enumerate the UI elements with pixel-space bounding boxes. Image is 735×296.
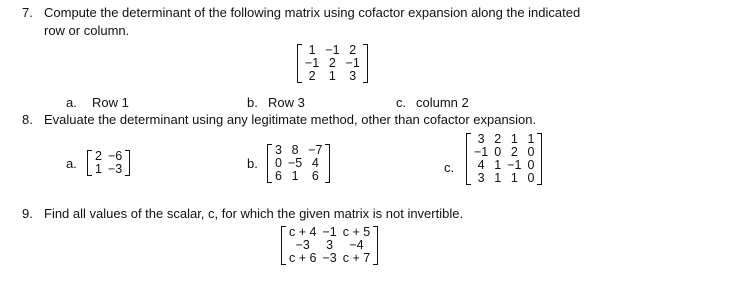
matrix-cell: 0 [527,145,535,159]
q8-c-matrix [471,133,537,185]
left-bracket [466,133,471,185]
q7-text-line1: Compute the determinant of the following matrix using cofactor expansion along the indicated [44,5,581,20]
q8-part-a-letter: a. [66,156,77,171]
matrix-cell: 1 [328,69,336,83]
matrix-cell: 2 [494,132,502,146]
matrix-cell: 8 [291,143,299,157]
matrix-cell: 1 [308,43,316,57]
right-bracket [363,44,368,83]
matrix-cell: 2 [328,56,336,70]
q9-matrix [286,226,373,265]
matrix-cell: 3 [275,143,282,157]
q8-part-c-letter: c. [444,160,455,175]
matrix-cell: 3 [477,171,485,185]
matrix-cell: −1 [345,56,360,70]
matrix-cell: 1 [494,158,502,172]
q7-number: 7. [22,5,33,20]
matrix-cell: −1 [305,56,320,70]
matrix-cell: 1 [510,171,518,185]
matrix-cell: 3 [326,238,334,252]
matrix-cell: 0 [494,145,502,159]
matrix-cell: −5 [287,156,303,170]
right-bracket [537,133,542,185]
q7-text-line2: row or column. [44,23,130,38]
matrix-cell: 2 [308,69,316,83]
matrix-cell: 2 [349,43,357,57]
matrix-cell: 1 [510,132,518,146]
matrix-cell: 0 [527,171,535,185]
q8-b-matrix [272,144,325,183]
left-bracket [87,150,92,176]
matrix-cell: 4 [477,158,485,172]
q8-part-b-letter: b. [247,156,258,171]
matrix-cell: c + 4 [289,225,317,239]
right-bracket [373,226,378,265]
matrix-cell: 6 [275,169,282,183]
matrix-cell: 4 [311,156,319,170]
matrix-cell: 3 [477,132,485,146]
right-bracket [325,144,330,183]
matrix-cell: −3 [295,238,310,252]
q7-matrix [302,44,363,83]
q7-part-a-letter: a. [66,95,77,110]
right-bracket [125,150,130,176]
q8-text: Evaluate the determinant using any legitimate method, other than cofactor expansion. [44,112,537,127]
matrix-cell: c + 5 [342,225,371,239]
q7-part-c-letter: c. [396,95,407,110]
matrix-cell: −6 [107,149,123,163]
matrix-cell: −1 [322,225,337,239]
matrix-cell: 3 [349,69,357,83]
matrix-cell: −1 [507,158,522,172]
q7-part-c-label: column 2 [416,95,469,110]
q8-number: 8. [22,112,33,127]
matrix-cell: −7 [308,143,323,157]
left-bracket [267,144,272,183]
matrix-cell: −3 [107,162,123,176]
left-bracket [281,226,286,265]
q8-a-matrix [92,150,125,176]
matrix-cell: 1 [95,162,102,176]
matrix-cell: 2 [510,145,518,159]
q7-part-b-label: Row 3 [268,95,305,110]
matrix-cell: −4 [349,238,364,252]
matrix-cell: c + 6 [289,251,317,265]
left-bracket [297,44,302,83]
matrix-cell: 1 [291,169,299,183]
matrix-cell: −1 [325,43,340,57]
q9-text: Find all values of the scalar, c, for which the given matrix is not invertible. [44,206,464,221]
matrix-cell: c + 7 [342,251,371,265]
q7-part-b-letter: b. [247,95,258,110]
q9-number: 9. [22,206,33,221]
matrix-cell: 1 [527,132,535,146]
matrix-cell: 0 [275,156,282,170]
matrix-cell: −3 [322,251,337,265]
matrix-cell: 1 [494,171,502,185]
matrix-cell: 0 [527,158,535,172]
matrix-cell: 6 [311,169,319,183]
matrix-cell: −1 [474,145,489,159]
matrix-cell: 2 [95,149,102,163]
q7-part-a-label: Row 1 [92,95,129,110]
